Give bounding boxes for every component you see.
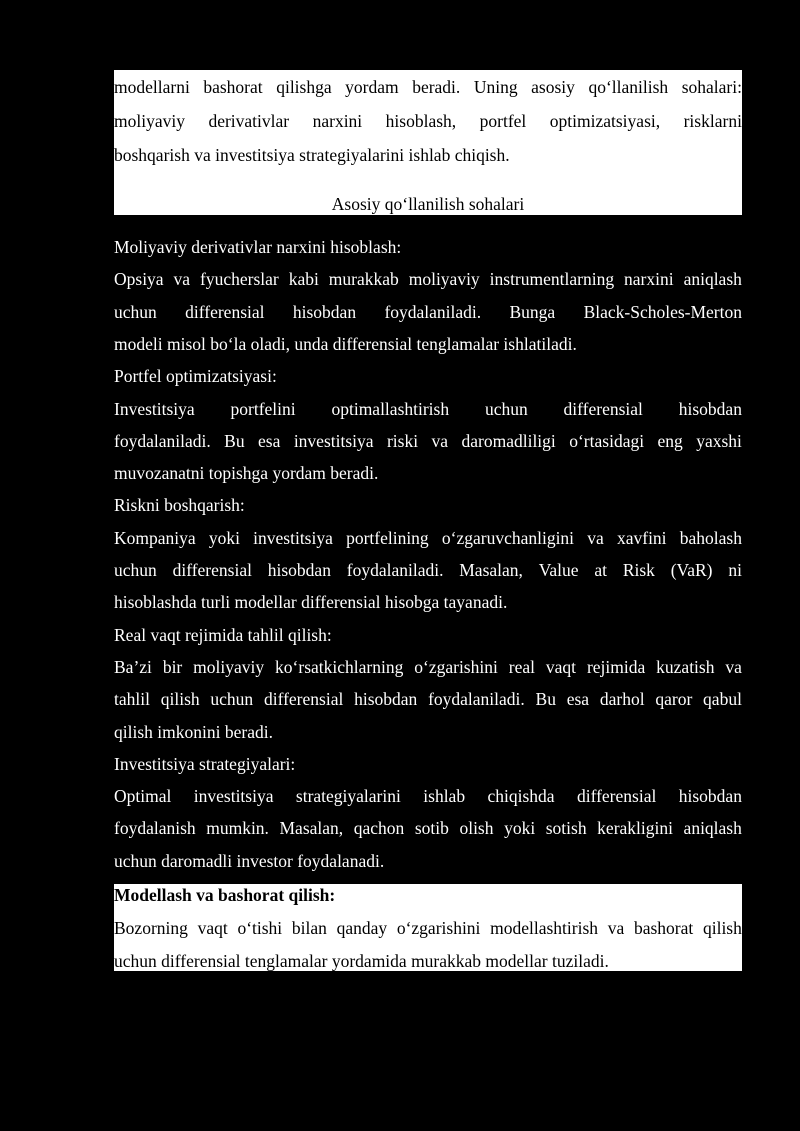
word: instrumentlarning <box>489 269 615 290</box>
word: hisobdan <box>267 560 331 580</box>
word: Bu <box>224 430 245 451</box>
word: va <box>431 430 449 451</box>
word: yoki <box>504 818 536 839</box>
word: qo‘llanilish <box>588 77 669 97</box>
word: (VaR) <box>670 560 713 580</box>
section-line <box>114 656 742 678</box>
word: yoki <box>208 527 240 548</box>
word: qanday <box>336 918 388 938</box>
section-title: Investitsiya strategiyalari: <box>114 753 296 774</box>
modelling-block <box>114 884 742 971</box>
word: Masalan, <box>459 560 523 580</box>
word: ko‘rsatkichlarning <box>275 656 404 677</box>
section-line <box>114 785 742 807</box>
word: investitsiya <box>193 786 274 807</box>
word: portfel <box>479 111 527 131</box>
word: modellashtirish <box>490 918 599 938</box>
intro-line-3: boshqarish va investitsiya strategiyalarini ishlab chiqish. <box>114 145 510 165</box>
word: qaror <box>655 689 693 710</box>
word: strategiyalarini <box>295 786 401 807</box>
word: hisobdan <box>292 301 357 322</box>
word: Bu <box>535 689 556 710</box>
word: asosiy <box>531 77 575 97</box>
word: differensial <box>185 301 265 322</box>
section-line: modeli misol bo‘la oladi, unda differensial tenglamalar ishlatiladi. <box>114 333 577 354</box>
word: ishlab <box>423 786 466 807</box>
word: bilan <box>291 918 327 938</box>
word: uchun <box>114 301 157 322</box>
intro-line-2 <box>114 110 742 132</box>
word: xavfini <box>616 527 667 548</box>
word: moliyaviy <box>114 111 185 131</box>
word: Opsiya <box>114 269 164 290</box>
section-line <box>114 268 742 290</box>
word: portfelini <box>230 398 296 419</box>
word: Bunga <box>509 301 556 322</box>
word: eng <box>657 430 683 451</box>
section-line <box>114 527 742 549</box>
word: o‘rtasidagi <box>569 430 645 451</box>
word: narxini <box>312 111 363 131</box>
word: optimallashtirish <box>331 398 450 419</box>
word: foydalaniladi. <box>114 430 211 451</box>
word: qilishga <box>276 77 332 97</box>
word: va <box>607 918 625 938</box>
intro-line-1 <box>114 76 742 98</box>
section-title: Moliyaviy derivativlar narxini hisoblash: <box>114 237 402 257</box>
word: tahlil <box>114 689 150 710</box>
word: real <box>508 656 535 677</box>
word: mumkin. <box>206 818 269 839</box>
word: bashorat <box>633 918 694 938</box>
word: va <box>173 269 191 290</box>
word: modellarni <box>114 77 190 97</box>
word: Risk <box>622 560 655 580</box>
word: uchun <box>114 560 157 580</box>
word: qilish <box>702 918 742 938</box>
word: aniqlash <box>683 818 742 839</box>
word: hisoblash, <box>385 111 457 131</box>
section-heading: Asosiy qo‘llanilish sohalari <box>331 194 525 214</box>
word: olish <box>459 818 494 839</box>
word: sotib <box>414 818 449 839</box>
word: investitsiya <box>253 527 333 548</box>
word: qabul <box>703 689 742 710</box>
word: hisobdan <box>678 398 742 419</box>
word: daromadliligi <box>461 430 556 451</box>
word: hisobdan <box>354 689 418 710</box>
word: derivativlar <box>208 111 290 131</box>
word: differensial <box>263 689 344 710</box>
word: esa <box>258 430 281 451</box>
word: differensial <box>576 786 657 807</box>
word: riski <box>386 430 419 451</box>
word: vaqt <box>545 656 577 677</box>
word: portfelining <box>346 527 429 548</box>
section-line <box>114 301 742 323</box>
section-title: Real vaqt rejimida tahlil qilish: <box>114 624 332 645</box>
section-line: uchun daromadli investor foydalanadi. <box>114 850 385 871</box>
word: chiqishda <box>487 786 555 807</box>
word: uchun <box>484 398 528 419</box>
word: fyucherslar <box>200 269 279 290</box>
word: baholash <box>679 527 742 548</box>
word: foydalaniladi. <box>346 560 444 580</box>
word: optimizatsiyasi, <box>549 111 661 131</box>
word: Value <box>538 560 579 580</box>
section-line <box>114 398 742 420</box>
word: Investitsiya <box>114 398 195 419</box>
word: kuzatish <box>656 656 715 677</box>
word: murakkab <box>328 269 399 290</box>
word: beradi. <box>412 77 461 97</box>
word: aniqlash <box>683 269 742 290</box>
word: esa <box>566 689 590 710</box>
word: va <box>725 656 742 677</box>
word: vaqt <box>197 918 228 938</box>
word: uchun <box>210 689 254 710</box>
intro-block <box>114 70 742 215</box>
word: kabi <box>288 269 319 290</box>
word: kerakligini <box>597 818 673 839</box>
word: Bozorning <box>114 918 188 938</box>
modelling-title: Modellash va bashorat qilish: <box>114 885 336 905</box>
word: investitsiya <box>293 430 374 451</box>
word: qachon <box>353 818 405 839</box>
section-line: qilish imkonini beradi. <box>114 721 273 742</box>
word: rejimida <box>586 656 646 677</box>
word: bir <box>162 656 183 677</box>
word: risklarni <box>683 111 742 131</box>
word: Ba’zi <box>114 656 152 677</box>
word: o‘zgarishini <box>414 656 498 677</box>
word: foydalanish <box>114 818 196 839</box>
word: Uning <box>473 77 518 97</box>
word: o‘tishi <box>237 918 283 938</box>
word: sotish <box>545 818 587 839</box>
word: narxini <box>624 269 674 290</box>
word: hisobdan <box>678 786 742 807</box>
word: Black-Scholes-Merton <box>583 301 742 322</box>
section-line <box>114 817 742 839</box>
word: differensial <box>172 560 252 580</box>
word: yordam <box>345 77 399 97</box>
word: qilish <box>160 689 200 710</box>
section-line: muvozanatni topishga yordam beradi. <box>114 463 379 484</box>
modelling-line-2: uchun differensial tenglamalar yordamida murakkab modellar tuziladi. <box>114 951 609 971</box>
word: o‘zgaruvchanligini <box>441 527 575 548</box>
word: moliyaviy <box>408 269 480 290</box>
word: o‘zgarishini <box>396 918 481 938</box>
section-title: Riskni boshqarish: <box>114 495 245 516</box>
word: yaxshi <box>696 430 742 451</box>
word: foydalaniladi. <box>428 689 525 710</box>
section-line: hisoblashda turli modellar differensial hisobga tayanadi. <box>114 592 508 613</box>
word: sohalari: <box>681 77 742 97</box>
word: Masalan, <box>279 818 344 839</box>
word: Optimal <box>114 786 172 807</box>
word: va <box>587 527 604 548</box>
word: differensial <box>563 398 643 419</box>
word: at <box>594 560 608 580</box>
section-line <box>114 430 742 452</box>
section-line <box>114 688 742 710</box>
word: ni <box>728 560 742 580</box>
word: darhol <box>599 689 645 710</box>
section-line <box>114 559 742 581</box>
word: foydalaniladi. <box>384 301 482 322</box>
word: bashorat <box>203 77 263 97</box>
modelling-line-1 <box>114 917 742 939</box>
word: Kompaniya <box>114 527 196 548</box>
section-title: Portfel optimizatsiyasi: <box>114 366 277 387</box>
word: moliyaviy <box>193 656 265 677</box>
